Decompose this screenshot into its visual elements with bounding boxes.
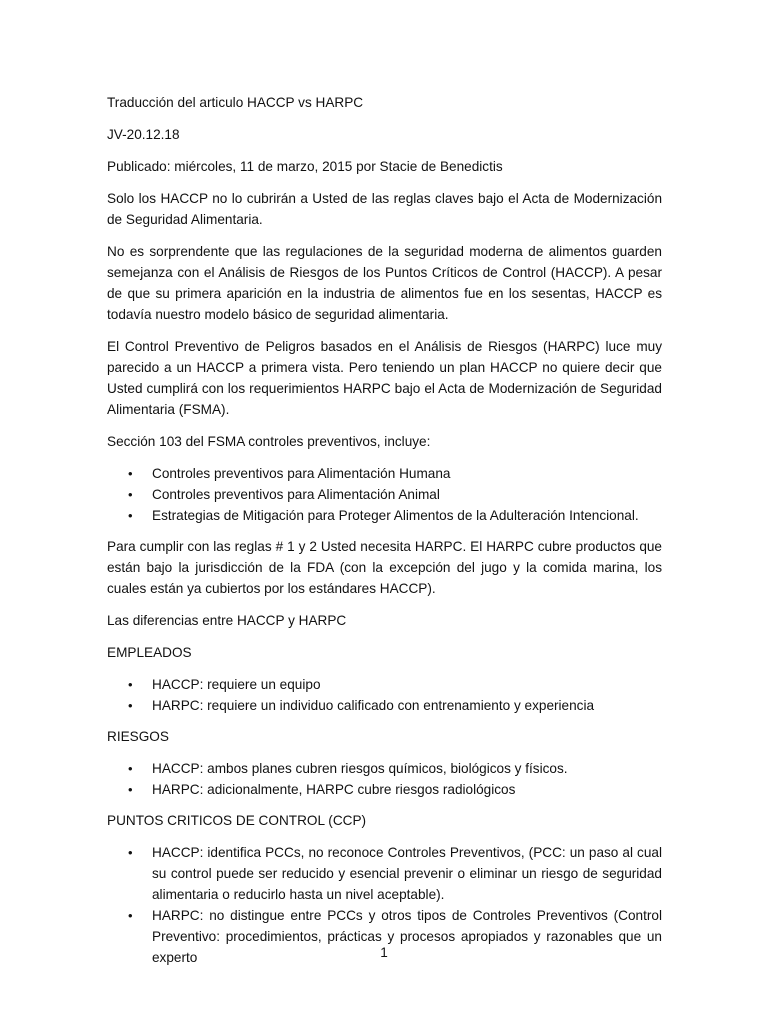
page-number: 1: [380, 945, 388, 960]
list-item: • Controles preventivos para Alimentación Animal: [107, 484, 662, 505]
bullet-icon: •: [128, 508, 133, 523]
list-item: • HARPC: adicionalmente, HARPC cubre riesgos radiológicos: [107, 779, 662, 800]
document-body: [107, 92, 662, 978]
heading-empleados: EMPLEADOS: [107, 645, 192, 660]
paragraph-intro: Solo los HACCP no lo cubrirán a Usted de las reglas claves bajo el Acta de Modernización de Seguridad Alimentaria.: [107, 191, 662, 227]
list-item: • HACCP: requiere un equipo: [107, 674, 662, 695]
bullet-icon: •: [128, 466, 133, 481]
document-code: JV-20.12.18: [107, 127, 180, 142]
list-item: • HACCP: ambos planes cubren riesgos químicos, biológicos y físicos.: [107, 758, 662, 779]
bullet-icon: •: [128, 908, 133, 923]
list-preventive-controls: [107, 463, 662, 526]
bullet-icon: •: [128, 677, 133, 692]
list-item: • Controles preventivos para Alimentación Humana: [107, 463, 662, 484]
bullet-icon: •: [128, 782, 133, 797]
paragraph-section-103: Sección 103 del FSMA controles preventivos, incluye:: [107, 434, 431, 449]
paragraph-differences: Las diferencias entre HACCP y HARPC: [107, 613, 347, 628]
bullet-icon: •: [128, 761, 133, 776]
bullet-icon: •: [128, 698, 133, 713]
publication-line: Publicado: miércoles, 11 de marzo, 2015 por Stacie de Benedictis: [107, 159, 503, 174]
list-item: • Estrategias de Mitigación para Proteger Alimentos de la Adulteración Intencional.: [107, 505, 662, 526]
list-empleados: [107, 674, 662, 716]
list-riesgos: [107, 758, 662, 800]
list-item: • HARPC: requiere un individuo calificado con entrenamiento y experiencia: [107, 695, 662, 716]
heading-riesgos: RIESGOS: [107, 729, 169, 744]
paragraph-rules: Para cumplir con las reglas # 1 y 2 Usted necesita HARPC. El HARPC cubre productos que están bajo la jurisdicción de la FDA (con la excepción del jugo y la comida marina, los cuales están ya cubiertos por los estándares HACCP).: [107, 539, 662, 596]
list-item: • HARPC: no distingue entre PCCs y otros tipos de Controles Preventivos (Control Preventivo: procedimientos, prácticas y procesos apropiados y razonables que un experto: [107, 905, 662, 968]
heading-puntos-criticos: PUNTOS CRITICOS DE CONTROL (CCP): [107, 813, 367, 828]
document-title: Traducción del articulo HACCP vs HARPC: [107, 95, 364, 110]
list-item: • HACCP: identifica PCCs, no reconoce Controles Preventivos, (PCC: un paso al cual su control puede ser reducido y esencial prevenir o eliminar un riesgo de seguridad alimentaria o reducirlo hasta un nivel aceptable).: [107, 842, 662, 905]
paragraph-haccp-background: No es sorprendente que las regulaciones de la seguridad moderna de alimentos guarden semejanza con el Análisis de Riesgos de los Puntos Críticos de Control (HACCP). A pesar de que su primera aparición en la industria de alimentos fue en los sesentas, HACCP es todavía nuestro modelo básico de seguridad alimentaria.: [107, 244, 662, 322]
bullet-icon: •: [128, 845, 133, 860]
bullet-icon: •: [128, 487, 133, 502]
paragraph-harpc-comparison: El Control Preventivo de Peligros basados en el Análisis de Riesgos (HARPC) luce muy parecido a un HACCP a primera vista. Pero teniendo un plan HACCP no quiere decir que Usted cumplirá con los requerimientos HARPC bajo el Acta de Modernización de Seguridad Alimentaria (FSMA).: [107, 339, 662, 417]
